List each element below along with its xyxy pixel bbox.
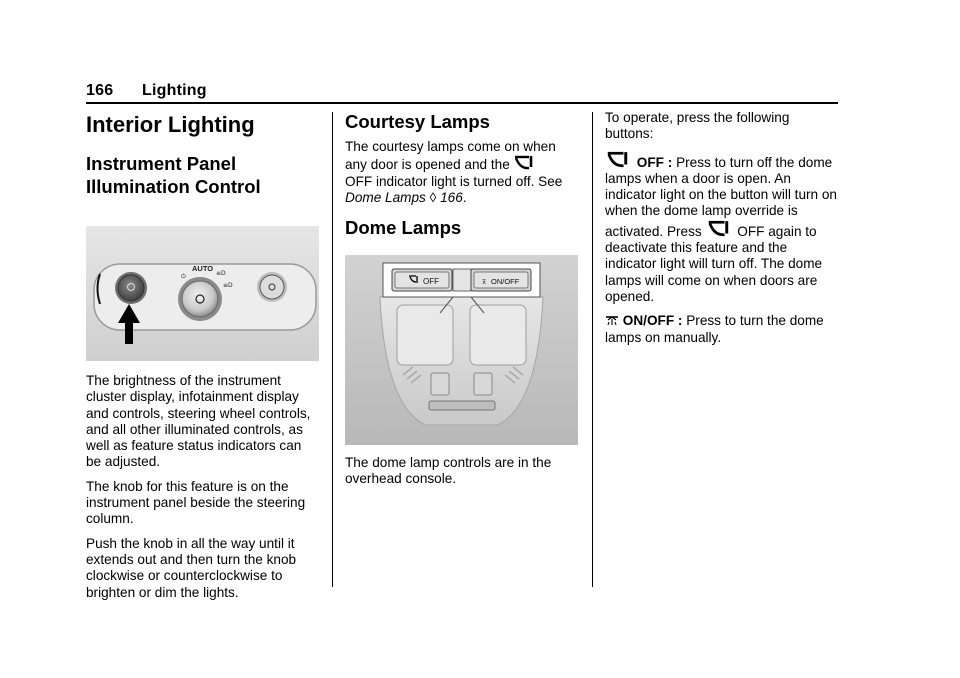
interior-lighting-heading: Interior Lighting — [86, 112, 255, 137]
instrument-panel-heading: Instrument Panel Illumination Control — [86, 153, 261, 197]
off-label: OFF : — [636, 154, 673, 170]
column-divider-2 — [592, 112, 593, 587]
dome-lamp-override-icon — [706, 220, 734, 238]
body-p2: The knob for this feature is on the instrument panel beside the steering column. — [86, 478, 306, 527]
column-divider-1 — [332, 112, 333, 587]
page-header — [86, 82, 207, 100]
body-p1: The brightness of the instrument cluster display, infotainment display and controls, steering wheel controls, and all other illuminated controls, as well as feature status indicators can be adjusted. — [86, 373, 311, 470]
body-p3: Push the knob in all the way until it extends out and then turn the knob clockwise or counterclockwise to brighten or dim the lights. — [86, 535, 297, 600]
header-rule — [86, 102, 838, 104]
svg-text:≡D: ≡D — [223, 282, 233, 289]
svg-text:≡D: ≡D — [216, 270, 226, 277]
dome-lamps-reference-link[interactable]: Dome Lamps — [345, 189, 426, 205]
dome-lamps-heading: Dome Lamps — [345, 217, 462, 239]
overhead-console-illustration — [345, 255, 578, 445]
column-3 — [605, 110, 841, 354]
column-2 — [345, 110, 579, 496]
onoff-description: ON/OFF : Press to turn the dome lamps on manually. — [605, 313, 824, 345]
svg-text:OFF: OFF — [423, 277, 439, 287]
svg-text:⊼: ⊼ — [482, 279, 487, 287]
courtesy-lamps-heading: Courtesy Lamps — [345, 111, 490, 132]
svg-text:AUTO: AUTO — [192, 264, 214, 273]
dome-lamps-caption: The dome lamp controls are in the overhead console. — [345, 455, 552, 487]
dome-lamp-override-icon — [605, 151, 633, 169]
column-1 — [86, 110, 320, 609]
page-number: 166 — [86, 82, 114, 99]
courtesy-text: The courtesy lamps come on when any door is opened and the OFF indicator light is turned off. See Dome Lamps ◊ 166. — [345, 139, 563, 205]
svg-text:ON/OFF: ON/OFF — [491, 277, 520, 287]
instrument-panel-knob-illustration — [86, 226, 319, 361]
operate-intro: To operate, press the following buttons: — [605, 110, 790, 142]
section-title: Lighting — [142, 82, 207, 99]
dome-lamp-override-icon — [514, 155, 536, 171]
dome-lamp-on-icon — [605, 315, 619, 327]
page-ref-icon: ◊ — [429, 189, 437, 205]
onoff-label: ON/OFF : — [622, 313, 683, 329]
svg-text:⏻: ⏻ — [181, 273, 186, 280]
off-description: OFF : Press to turn off the dome lamps when a door is open. An indicator light on the button will turn on when the dome lamp override is activated. Press OFF again to deactivate this feature and the indicator light will turn off. The dome lamps will come on when doors are opened. — [605, 151, 841, 306]
